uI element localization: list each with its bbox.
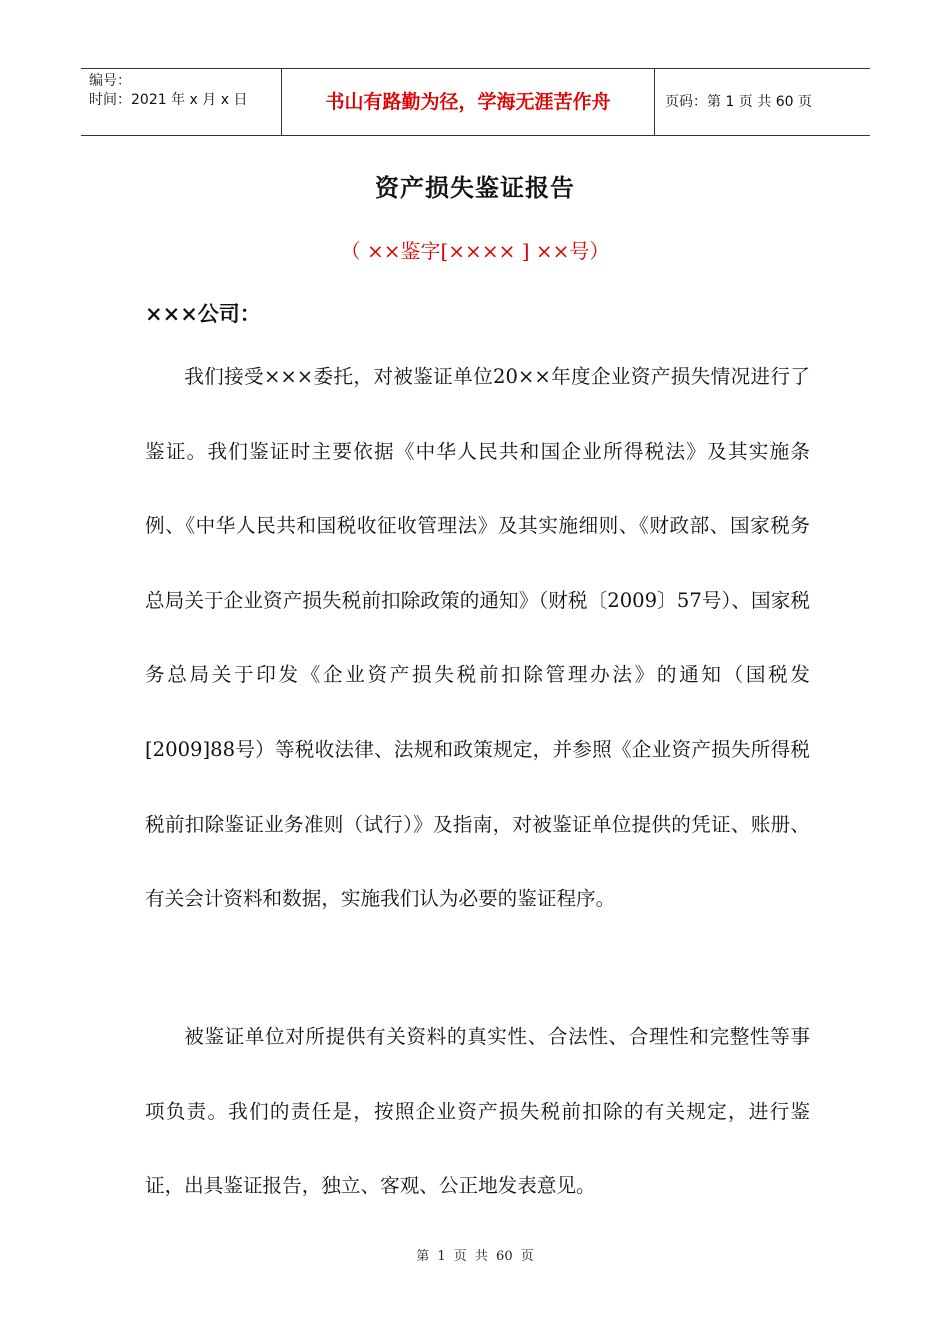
- header-page-info: 页码：第 1 页 共 60 页: [665, 94, 812, 110]
- body-paragraph: 我们接受×××委托，对被鉴证单位20××年度企业资产损失情况进行了鉴证。我们鉴证时主要依据《中华人民共和国企业所得税法》及其实施条例、《中华人民共和国税收征收管理法》及其实施细则、《财政部、国家税务总局关于企业资产损失税前扣除政策的通知》（财税〔2009〕57号）、国家税务总局关于印发《企业资产损失税前扣除管理办法》的通知（国税发[2009]88号）等税收法律、法规和政策规定，并参照《企业资产损失所得税税前扣除鉴证业务准则（试行）》及指南，对被鉴证单位提供的凭证、账册、有关会计资料和数据，实施我们认为必要的鉴证程序。: [145, 365, 810, 911]
- addressee: ×××公司：: [145, 301, 261, 326]
- document-number-label: 编号：: [89, 73, 131, 89]
- header-meta: [81, 69, 282, 135]
- page-header: [81, 68, 870, 136]
- document-title: 资产损失鉴证报告: [375, 173, 575, 202]
- page-footer: 第 1 页 共 60 页: [416, 1249, 534, 1264]
- body-paragraph: 被鉴证单位对所提供有关资料的真实性、合法性、合理性和完整性等事项负责。我们的责任是，按照企业资产损失税前扣除的有关规定，进行鉴证，出具鉴证报告，独立、客观、公正地发表意见。: [145, 1025, 810, 1198]
- header-motto: 书山有路勤为径，学海无涯苦作舟: [282, 69, 655, 135]
- document-reference-number: （ ××鉴字[×××× ] ××号）: [340, 239, 610, 263]
- document-time-label: 时间：2021 年 x 月 x 日: [89, 92, 248, 108]
